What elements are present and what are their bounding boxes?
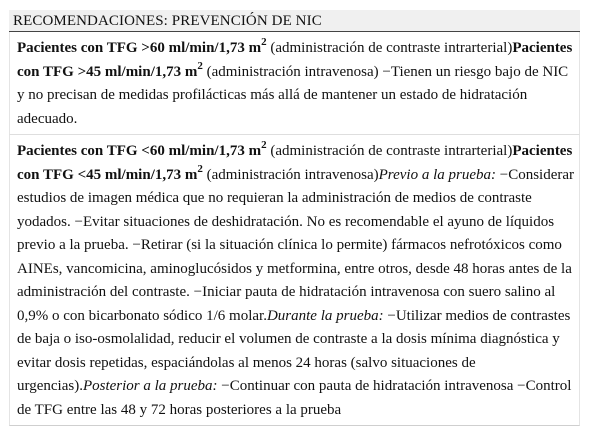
row1-criterion-b-exponent: 2: [197, 59, 203, 72]
row2-criterion-b-text: Pacientes con TFG <45 ml/min/1,73 m: [17, 143, 573, 183]
row2-route-b: (administración intravenosa): [202, 166, 379, 183]
during-test-text: −Utilizar medios de contrastes de baja o iso-osmolalidad, reducir el volumen de contraste a la dosis mínima diagnóstica y evitar dosis repetidas, espaciándolas al menos 24 horas (salvo situaciones de urgencias).: [17, 307, 571, 394]
table-row-normal-tfg: [9, 32, 580, 134]
during-test-label: Durante la prueba:: [266, 307, 384, 324]
after-test-text: −Continuar con pauta de hidratación intravenosa −Control de TFG entre las 48 y 72 horas posteriores a la prueba: [17, 378, 572, 418]
row2-criterion-intraarterial: [17, 139, 267, 159]
row2-criterion-a-text: Pacientes con TFG <60 ml/min/1,73 m: [17, 143, 262, 159]
row2-criterion-b-exponent: 2: [197, 162, 203, 175]
row2-route-a: (administración de contraste intrarterial): [266, 143, 513, 159]
row1-route-a: (administración de contraste intrarterial): [266, 40, 513, 56]
row1-route-b: (administración intravenosa): [202, 63, 379, 80]
row1-criterion-a-exponent: 2: [261, 36, 267, 48]
row1-criterion-intraarterial: [17, 36, 267, 56]
table-header: RECOMENDACIONES: PREVENCIÓN DE NIC: [9, 10, 580, 32]
before-test-text: −Considerar estudios de imagen médica que no requieran la administración de medios de contraste yodados. −Evitar situaciones de deshidratación. No es recomendable el ayuno de líquidos previo a la prueba. −Retirar (si la situación clínica lo permite) fármacos nefrotóxicos como AINEs, vancomicina, aminoglucósidos y metformina, entre otros, desde 48 horas antes de la administración del contraste. −Iniciar pauta de hidratación intravenosa con suero salino al 0,9% o con bicarbonato sódico 1/6 molar.: [17, 166, 575, 324]
row2-criterion-a-exponent: 2: [261, 139, 267, 151]
row1-recommendation: −Tienen un riesgo bajo de NIC y no precisan de medidas profilácticas más allá de mantener un estado de hidratación adecuado.: [17, 63, 569, 127]
after-test-label: Posterior a la prueba:: [82, 378, 218, 394]
recommendations-table: [9, 10, 580, 426]
table-row-reduced-tfg: [9, 134, 580, 426]
row1-criterion-b-text: Pacientes con TFG >45 ml/min/1,73 m: [17, 40, 573, 80]
before-test-label: Previo a la prueba:: [378, 166, 496, 183]
row1-criterion-a-text: Pacientes con TFG >60 ml/min/1,73 m: [17, 40, 262, 56]
